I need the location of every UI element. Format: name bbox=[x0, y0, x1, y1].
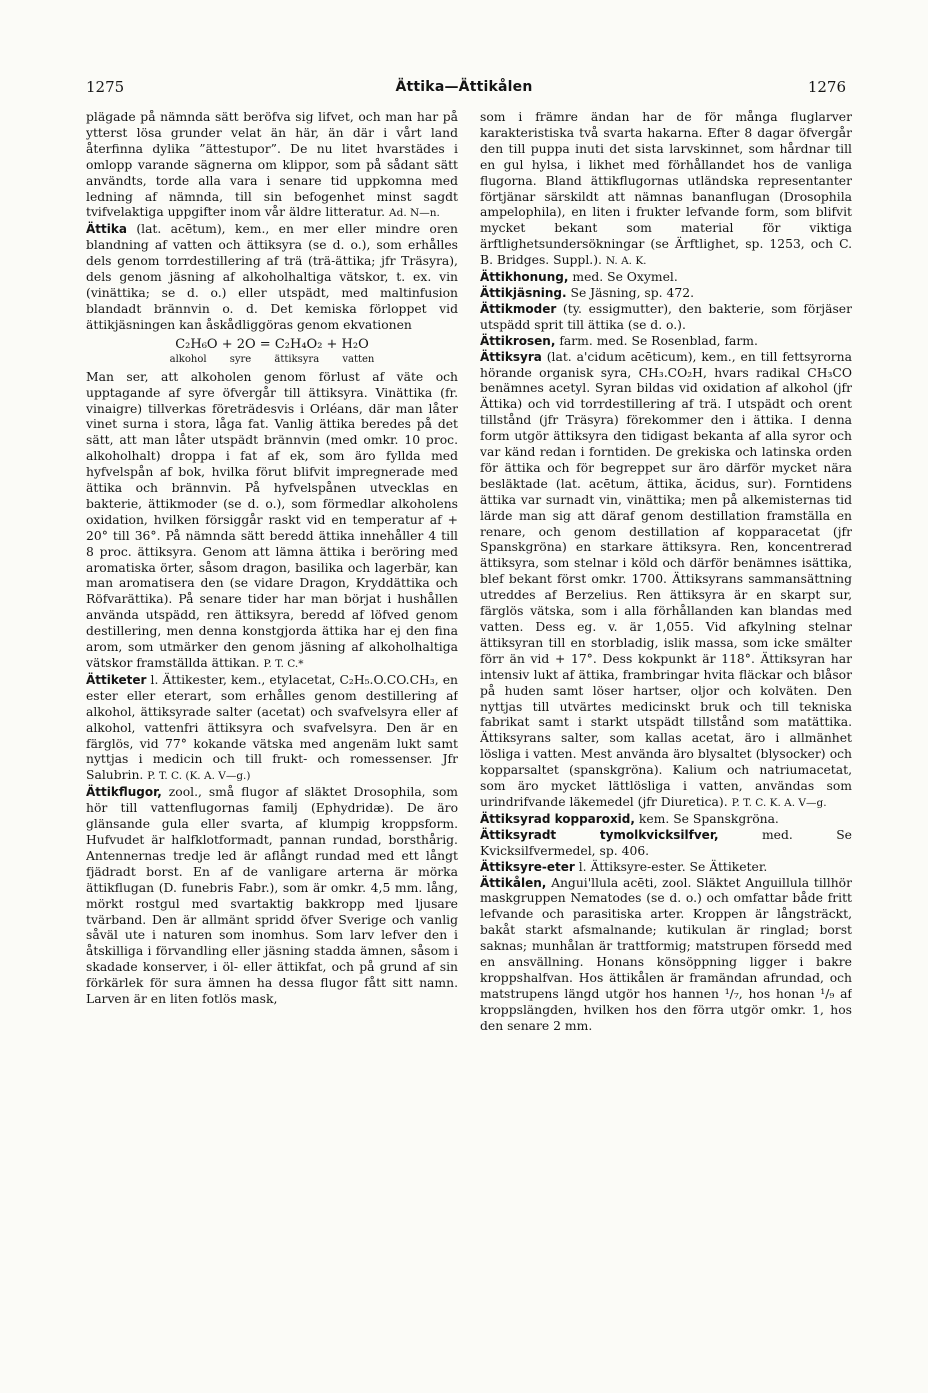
dictionary-entry bbox=[480, 350, 852, 812]
author-signature: Ad. N—n. bbox=[389, 207, 440, 220]
entry-text: Angui'llula acēti, zool. Släktet Anguillula tillhör maskgruppen Nematodes (se d. o.) och omfattar både fritt lefvande och parasitiska arter. Kroppen är långsträckt, bakåt starkt afsmalnande; kutikulan är ringlad; borst saknas; munhålan är trattformig; matstrupen försedd med en ansvällning. Honans könsöppning ligger i bakre kroppshalfvan. Hos ättikålen är framändan afrundad, och matstrupens längd utgör hos hannen ¹/₇, hos honan ¹/₉ af kroppslängden, hvilken hos den förra utgör omkr. 1, hos den senare 2 mm. bbox=[480, 875, 852, 1033]
entry-headword: Ättika bbox=[86, 222, 127, 237]
entry-text: som i främre ändan har de för många fluglarver karakteristiska två svarta hakarna. Efter 8 dagar öfvergår den till puppa inuti det sista larvskinnet, som hårdnar till en gul hylsa, i likhet med förhållandet hos de vanliga flugorna. Bland ättikflugornas utländska representanter förtjänar särskildt att nämnas bananflugan (Drosophila ampelophila), en liten i frukter lefvande form, som blifvit mycket bekant som material för viktiga ärftlighetsundersökningar (se Ärftlighet, sp. 1253, och C. B. Bridges. Suppl.). bbox=[480, 110, 852, 268]
paragraph bbox=[86, 110, 458, 222]
dictionary-entry bbox=[480, 812, 852, 828]
dictionary-entry bbox=[86, 673, 458, 785]
entry-text: (ty. essigmutter), den bakterie, som förjäser utspädd sprit till ättika (se d. o.). bbox=[480, 301, 852, 332]
entry-headword: Ättiketer bbox=[86, 672, 147, 687]
dictionary-entry bbox=[480, 286, 852, 302]
dictionary-entry bbox=[480, 302, 852, 334]
entry-headword: Ättikflugor, bbox=[86, 785, 162, 800]
dictionary-entry bbox=[480, 860, 852, 876]
entry-text: l. Ättikester, kem., etylacetat, C₂H₅.O.CO.CH₃, en ester eller eterart, som erhålles genom destillering af alkohol, ättiksyrade salter (acetat) och svafvelsyra eller af alkohol, vattenfri ättiksyra och svafvelsyra. Den är en färglös, vid 77° kokande vätska med angenäm lukt samt nyttjas i medicin och till frukt- och romessenser. Jfr Salubrin. bbox=[86, 672, 458, 783]
paragraph bbox=[86, 370, 458, 673]
left-column bbox=[86, 110, 458, 1385]
entry-text: med. Se Oxymel. bbox=[572, 270, 678, 285]
entry-headword: Ättikhonung, bbox=[480, 270, 569, 285]
dictionary-entry bbox=[480, 270, 852, 286]
dictionary-entry bbox=[480, 828, 852, 860]
entry-text: zool., små flugor af släktet Drosophila, som hör till vattenflugornas familj (Ephydridæ). De äro glänsande gula eller svarta, af klumpig kroppsform. Hufvudet är halfklotformadt, pannan rundad, borsthårig. Antennernas tredje led är aflångt rundad med ett långt fjädradt borst. En af de vanligare arterna är mörka ättikflugan (D. funebris Fabr.), som är omkr. 4,5 mm. lång, mörkt rostgul med svartaktig bakkropp med ljusare tvärband. Den är allmänt spridd öfver Sverige och vanlig såväl ute i naturen som inomhus. Som larv lefver den i åtskilliga i förvandling eller jäsning stadda ämnen, såsom i skadade konserver, i öl- eller ättikfat, och på grund af sin förkärlek för sura ämnen ha dessa flugor fått sitt namn. Larven är en liten fotlös mask, bbox=[86, 785, 458, 1007]
author-signature: N. A. K. bbox=[605, 255, 647, 268]
entry-text: l. Ättiksyre-ester. Se Ättiketer. bbox=[578, 859, 768, 874]
entry-headword: Ättiksyre-eter bbox=[480, 859, 575, 874]
dictionary-entry bbox=[86, 222, 458, 333]
paragraph bbox=[480, 110, 852, 270]
entry-text: (lat. a'cidum acēticum), kem., en till fettsyrorna hörande organisk syra, CH₃.CO₂H, hvars radikal CH₃CO benämnes acetyl. Syran bildas vid oxidation af alkohol (jfr Ättika) och vid torrdestillering af trä. I utspädt och orent tillstånd (jfr Träsyra) förekommer den i ättika. I denna form utgör ättiksyra den tidigast bekanta af alla syror och var känd redan i forntiden. De grekiska och latinska orden för ättika och för begreppet sur äro därför mycket nära besläktade (lat. acētum, ättika, ăcidus, sur). Forntidens ättika var surnadt vin, vinättika; men på alkemisternas tid lärde man sig att däraf genom destillation framställa en renare, och genom destillation af kopparacetat (jfr Spanskgröna) en starkare ättiksyra. Ren, koncentrerad ättiksyra, som stelnar i köld och därför benämnes isättika, blef bekant först omkr. 1700. Ättiksyrans sammansättning utreddes af Berzelius. Ren ättiksyra är en skarpt sur, färglös vätska, som i alla förhållanden kan blandas med vatten. Dess eg. v. är 1,055. Vid afkylning stelnar ättiksyran till en storbladig, islik massa, som icke smälter förr än vid + 17°. Dess kokpunkt är 118°. Ättiksyran har intensiv lukt af ättika, frambringar hvita fläckar och blåsor på huden samt löser hartser, oljor och kolväten. Den nyttjas till utvärtes medicinskt bruk och till tekniska fabrikat samt i starkt utspädt tillstånd som matättika. Ättiksyrans salter, som kallas acetat, äro i allmänhet lösliga i vatten. Mest använda äro blysaltet (blysocker) och kopparsaltet (spanskgröna). Kalium och natriumacetat, som äro mycket lättlösliga i vatten, användas som urindrifvande läkemedel (jfr Diuretica). bbox=[480, 349, 852, 809]
entry-text: (lat. acētum), kem., en mer eller mindre oren blandning af vatten och ättiksyra (se d. o.), som erhålles dels genom torrdestillering af trä (trä-ättika; jfr Träsyra), dels genom jäsning af alkoholhaltiga vätskor, t. ex. vin (vinättika; se d. o.) eller utspädt, med maltinfusion blandadt brännvin o. d. Det kemiska förloppet vid ättikjäsningen kan åskådliggöras genom ekvationen bbox=[86, 222, 458, 332]
entry-headword: Ättikmoder bbox=[480, 301, 557, 316]
left-page-number: 1275 bbox=[86, 78, 125, 96]
author-signature: P. T. C. (K. A. V—g.) bbox=[147, 770, 251, 783]
entry-headword: Ättikjäsning. bbox=[480, 285, 567, 300]
dictionary-entry bbox=[86, 785, 458, 1008]
dictionary-entry bbox=[480, 876, 852, 1035]
dictionary-entry bbox=[480, 334, 852, 350]
entry-text: kem. Se Spanskgröna. bbox=[638, 811, 779, 826]
entry-text: Se Jäsning, sp. 472. bbox=[570, 285, 694, 300]
author-signature: P. T. C.* bbox=[263, 658, 304, 670]
chemical-equation: C₂H₆O + 2O = C₂H₄O₂ + H₂O bbox=[175, 336, 369, 352]
entry-headword: Ättiksyradt tymolkvicksilfver, bbox=[480, 827, 719, 842]
right-page-number: 1276 bbox=[807, 78, 846, 96]
right-column bbox=[480, 110, 852, 1385]
entry-headword: Ättiksyra bbox=[480, 349, 542, 364]
entry-headword: Ättikålen, bbox=[480, 875, 547, 890]
running-title: Ättika—Ättikålen bbox=[395, 79, 533, 95]
entry-text: plägade på nämnda sätt beröfva sig lifvet, och man har på ytterst lösa grunder velat än här, än där i vårt land återfinna dylika ”ättestupor”. De nu litet hvarstädes i omlopp varande sägnerna om klippor, som på sådant sätt användts, torde alla vara i senare tid uppkomna med ledning af nämnda, till sin befogenhet minst sagdt tvifvelaktiga uppgifter inom vår äldre litteratur. bbox=[86, 110, 458, 220]
entry-text: med. Se Kvicksilfvermedel, sp. 406. bbox=[480, 827, 852, 858]
equation-labels: alkohol syre ättiksyra vatten bbox=[169, 353, 375, 365]
entry-headword: Ättikrosen, bbox=[480, 333, 556, 348]
entry-text: Man ser, att alkoholen genom förlust af väte och upptagande af syre öfvergår till ättiksyra. Vinättika (fr. vinaigre) tillverkas företrädesvis i Orléans, där man låter vinet surna i stora, låga fat. Vanlig ättika beredes på det sätt, att man låter utspädt brännvin (med omkr. 10 proc. alkoholhalt) droppa i fat af ek, som äro fyllda med hyfvelspån af bok, hvilka förut blifvit impregnerade med ättika och brännvin. På hyfvelspånen utvecklas en bakterie, ättikmoder (se d. o.), som förmedlar alkoholens oxidation, hvilken försiggår raskt vid en temperatur af + 20° till 36°. På nämnda sätt beredd ättika innehåller 4 till 8 proc. ättiksyra. Genom att lämna ättika i beröring med aromatiska örter, såsom dragon, basilika och lagerbär, kan man aromatisera den (se vidare Dragon, Kryddättika och Röfvarättika). På senare tider har man börjat i hushållen använda utspädd, ren ättiksyra, beredd af löfved genom destillering, men denna konstgjorda ättika har ej den fina arom, som utmärker den genom jäsning af alkoholhaltiga vätskor framställda ättikan. bbox=[86, 369, 458, 670]
entry-text: farm. med. Se Rosenblad, farm. bbox=[559, 333, 758, 348]
entry-headword: Ättiksyrad kopparoxid, bbox=[480, 811, 635, 826]
author-signature: P. T. C. K. A. V—g. bbox=[731, 796, 827, 809]
